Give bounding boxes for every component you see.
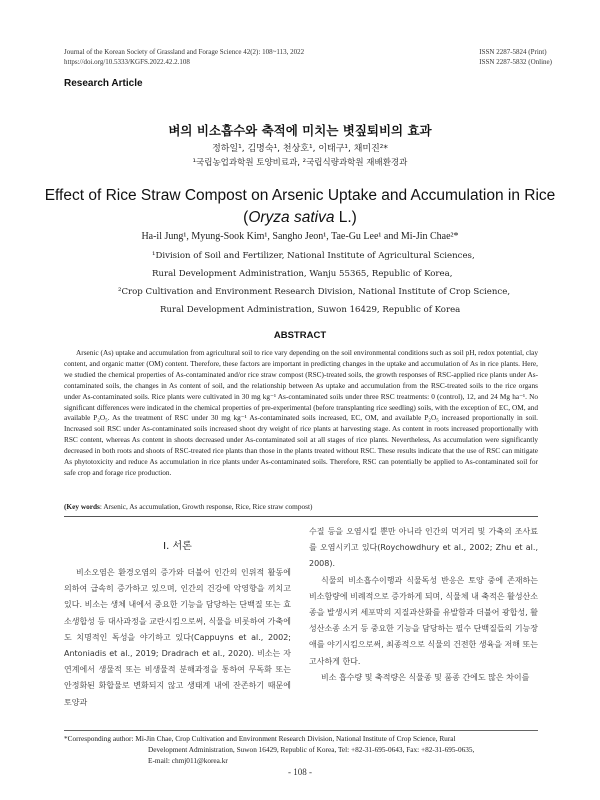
affiliation-2a: ²Crop Cultivation and Environment Research Division, National Institute of Crop Science, xyxy=(118,287,511,297)
affiliation-2b: Rural Development Administration, Suwon 16429, Republic of Korea xyxy=(160,305,461,315)
title-paren: ( xyxy=(243,209,249,226)
english-title xyxy=(0,185,600,229)
intro-paragraph-3: 비소 흡수량 및 축적량은 식물종 및 품종 간에도 많은 차이를 xyxy=(321,672,530,682)
issn-print: ISSN 2287-5824 (Print) xyxy=(479,48,547,56)
affiliation-1a: ¹Division of Soil and Fertilizer, National Institute of Agricultural Sciences, xyxy=(152,251,475,261)
journal-header xyxy=(64,47,304,67)
english-title-line1: Effect of Rice Straw Compost on Arsenic Uptake and Accumulation in Rice xyxy=(44,187,556,204)
abstract-text: Arsenic (As) uptake and accumulation from agricultural soil to rice vary depending on the soil environmental conditions such as soil pH, redox potential, clay content, and organic matter (OM) content. Therefore, these factors are important in predicting changes in the uptake and accumulation of As in rice plants. Here, we studied the chemical properties of As-contaminated and/or rice straw compost (RSC)-treated soils, the growth responses of RSC-applied rice plants under As-contaminated soils, the changes in As content of soil, and the relationship between As uptake and accumulation from the RSC-treated soils to the rice organs under As-contaminated soils. Rice plants were cultivated in 30 mg kg⁻¹ As-contaminated soils under three RSC treatments: 0 (control), 12, and 24 Mg ha⁻¹. No significant differences were indicated in the chemical properties of pre-experimental (before transplanting rice seedling) soils, with the exception of EC, OM, and available P₂O₅. As the treatment of RSC under 30 mg kg⁻¹ As-contaminated soils increased, EC, OM, and available P₂O₅ increased proportionally in soil. Increased soil RSC under As-contaminated soils increased shoot dry weight of rice plants at harvesting stage. As content in roots increased proportionally with RSC content, whereas As content in shoots decreased under As-contaminated soil at all stages of rice plants. Nevertheless, As accumulation were significantly decreased in both roots and shoots of RSC-treated rice plants than those in the plants treated without RSC. These results indicate that the use of RSC can mitigate As phytotoxicity and reduce As accumulation in rice plants under As-contaminated soils. Therefore, RSC can potentially be applied to As-contaminated soil for safe crop and forage rice production. xyxy=(64,348,538,477)
corresponding-author-footnote xyxy=(64,733,538,766)
english-authors: Ha-il Jung¹, Myung-Sook Kim¹, Sangho Jeon¹, Tae-Gu Lee¹ and Mi-Jin Chae²* xyxy=(141,231,459,242)
footnote-rule xyxy=(64,730,538,731)
affiliation-1b: Rural Development Administration, Wanju 55365, Republic of Korea, xyxy=(152,269,453,279)
body-column-right xyxy=(309,524,538,686)
korean-authors: 정하일¹, 김명숙¹, 천상호¹, 이태구¹, 채미진²* xyxy=(212,144,388,154)
korean-title: 벼의 비소흡수와 축적에 미치는 볏짚퇴비의 효과 xyxy=(168,123,432,138)
footnote-line-3: E-mail: chmj011@korea.kr xyxy=(148,756,228,765)
keywords xyxy=(64,502,538,511)
page-number: - 108 - xyxy=(288,767,312,777)
korean-affiliations: ¹국립농업과학원 토양비료과, ²국립식량과학원 재배환경과 xyxy=(192,158,408,168)
doi-link[interactable]: https://doi.org/10.5333/KGFS.2022.42.2.108 xyxy=(64,58,190,66)
abstract-heading: ABSTRACT xyxy=(273,330,327,341)
keywords-label: (Key words xyxy=(64,502,100,511)
keywords-list: : Arsenic, As accumulation, Growth response, Rice, Rice straw compost) xyxy=(99,502,313,511)
footnote-line-1: *Corresponding author: Mi-Jin Chae, Crop Cultivation and Environment Research Division, National Institute of Crop Science, Rural xyxy=(64,734,456,743)
title-tail: L.) xyxy=(334,209,357,226)
footnote-line-2: Development Administration, Suwon 16429, Republic of Korea, Tel: +82-31-695-0643, Fax: +82-31-695-0635, xyxy=(148,745,475,754)
section-divider xyxy=(64,516,538,517)
issn-block xyxy=(479,47,552,67)
section-title-introduction: Ⅰ. 서론 xyxy=(163,541,192,552)
body-column-left xyxy=(64,565,291,711)
english-title-line2 xyxy=(0,207,600,229)
article-type: Research Article xyxy=(64,78,143,89)
issn-online: ISSN 2287-5832 (Online) xyxy=(479,58,552,66)
intro-paragraph-1-cont: 수질 등을 오염시킬 뿐만 아니라 인간의 먹거리 및 가축의 조사료를 오염시키고 있다(Roychowdhury et al., 2002; Zhu et al., 2008). xyxy=(309,527,538,569)
intro-paragraph-1: 비소오염은 환경오염의 증가와 더불어 인간의 인위적 활동에 의하여 급속히 증가하고 있으며, 인간의 건강에 악영향을 끼치고 있다. 비소는 생체 내에서 중요한 기능을 담당하는 단백질 또는 효소생합성 등 대사과정을 교란시킴으로써, 식물을 비롯하여 가축에도 치명적인 독성을 야기하고 있다(Cappuyns et al., 2002; Antoniadis et al., 2019; Dradrach et al., 2020). 비소는 자연계에서 생물적 또는 비생물적 분해과정을 통하여 무독화 또는 안정화된 화합물로 변화되지 않고 생태계 내에 잔존하기 때문에 토양과 xyxy=(64,568,291,707)
intro-paragraph-2: 식물의 비소흡수이행과 식물독성 반응은 토양 중에 존재하는 비소함량에 비례적으로 증가하게 되며, 식물체 내 축적은 활성산소종을 발생시켜 세포막의 지질과산화를 유발함과 더불어 광합성, 활성산소종 소거 등 중요한 기능을 담당하는 필수 단백질들의 기능장애를 야기시킴으로써, 최종적으로 식물의 건전한 생육을 저해 또는 고사하게 한다. xyxy=(309,575,538,666)
journal-citation: Journal of the Korean Society of Grassland and Forage Science 42(2): 108~113, 2022 xyxy=(64,48,305,56)
species-name: Oryza sativa xyxy=(248,209,335,226)
